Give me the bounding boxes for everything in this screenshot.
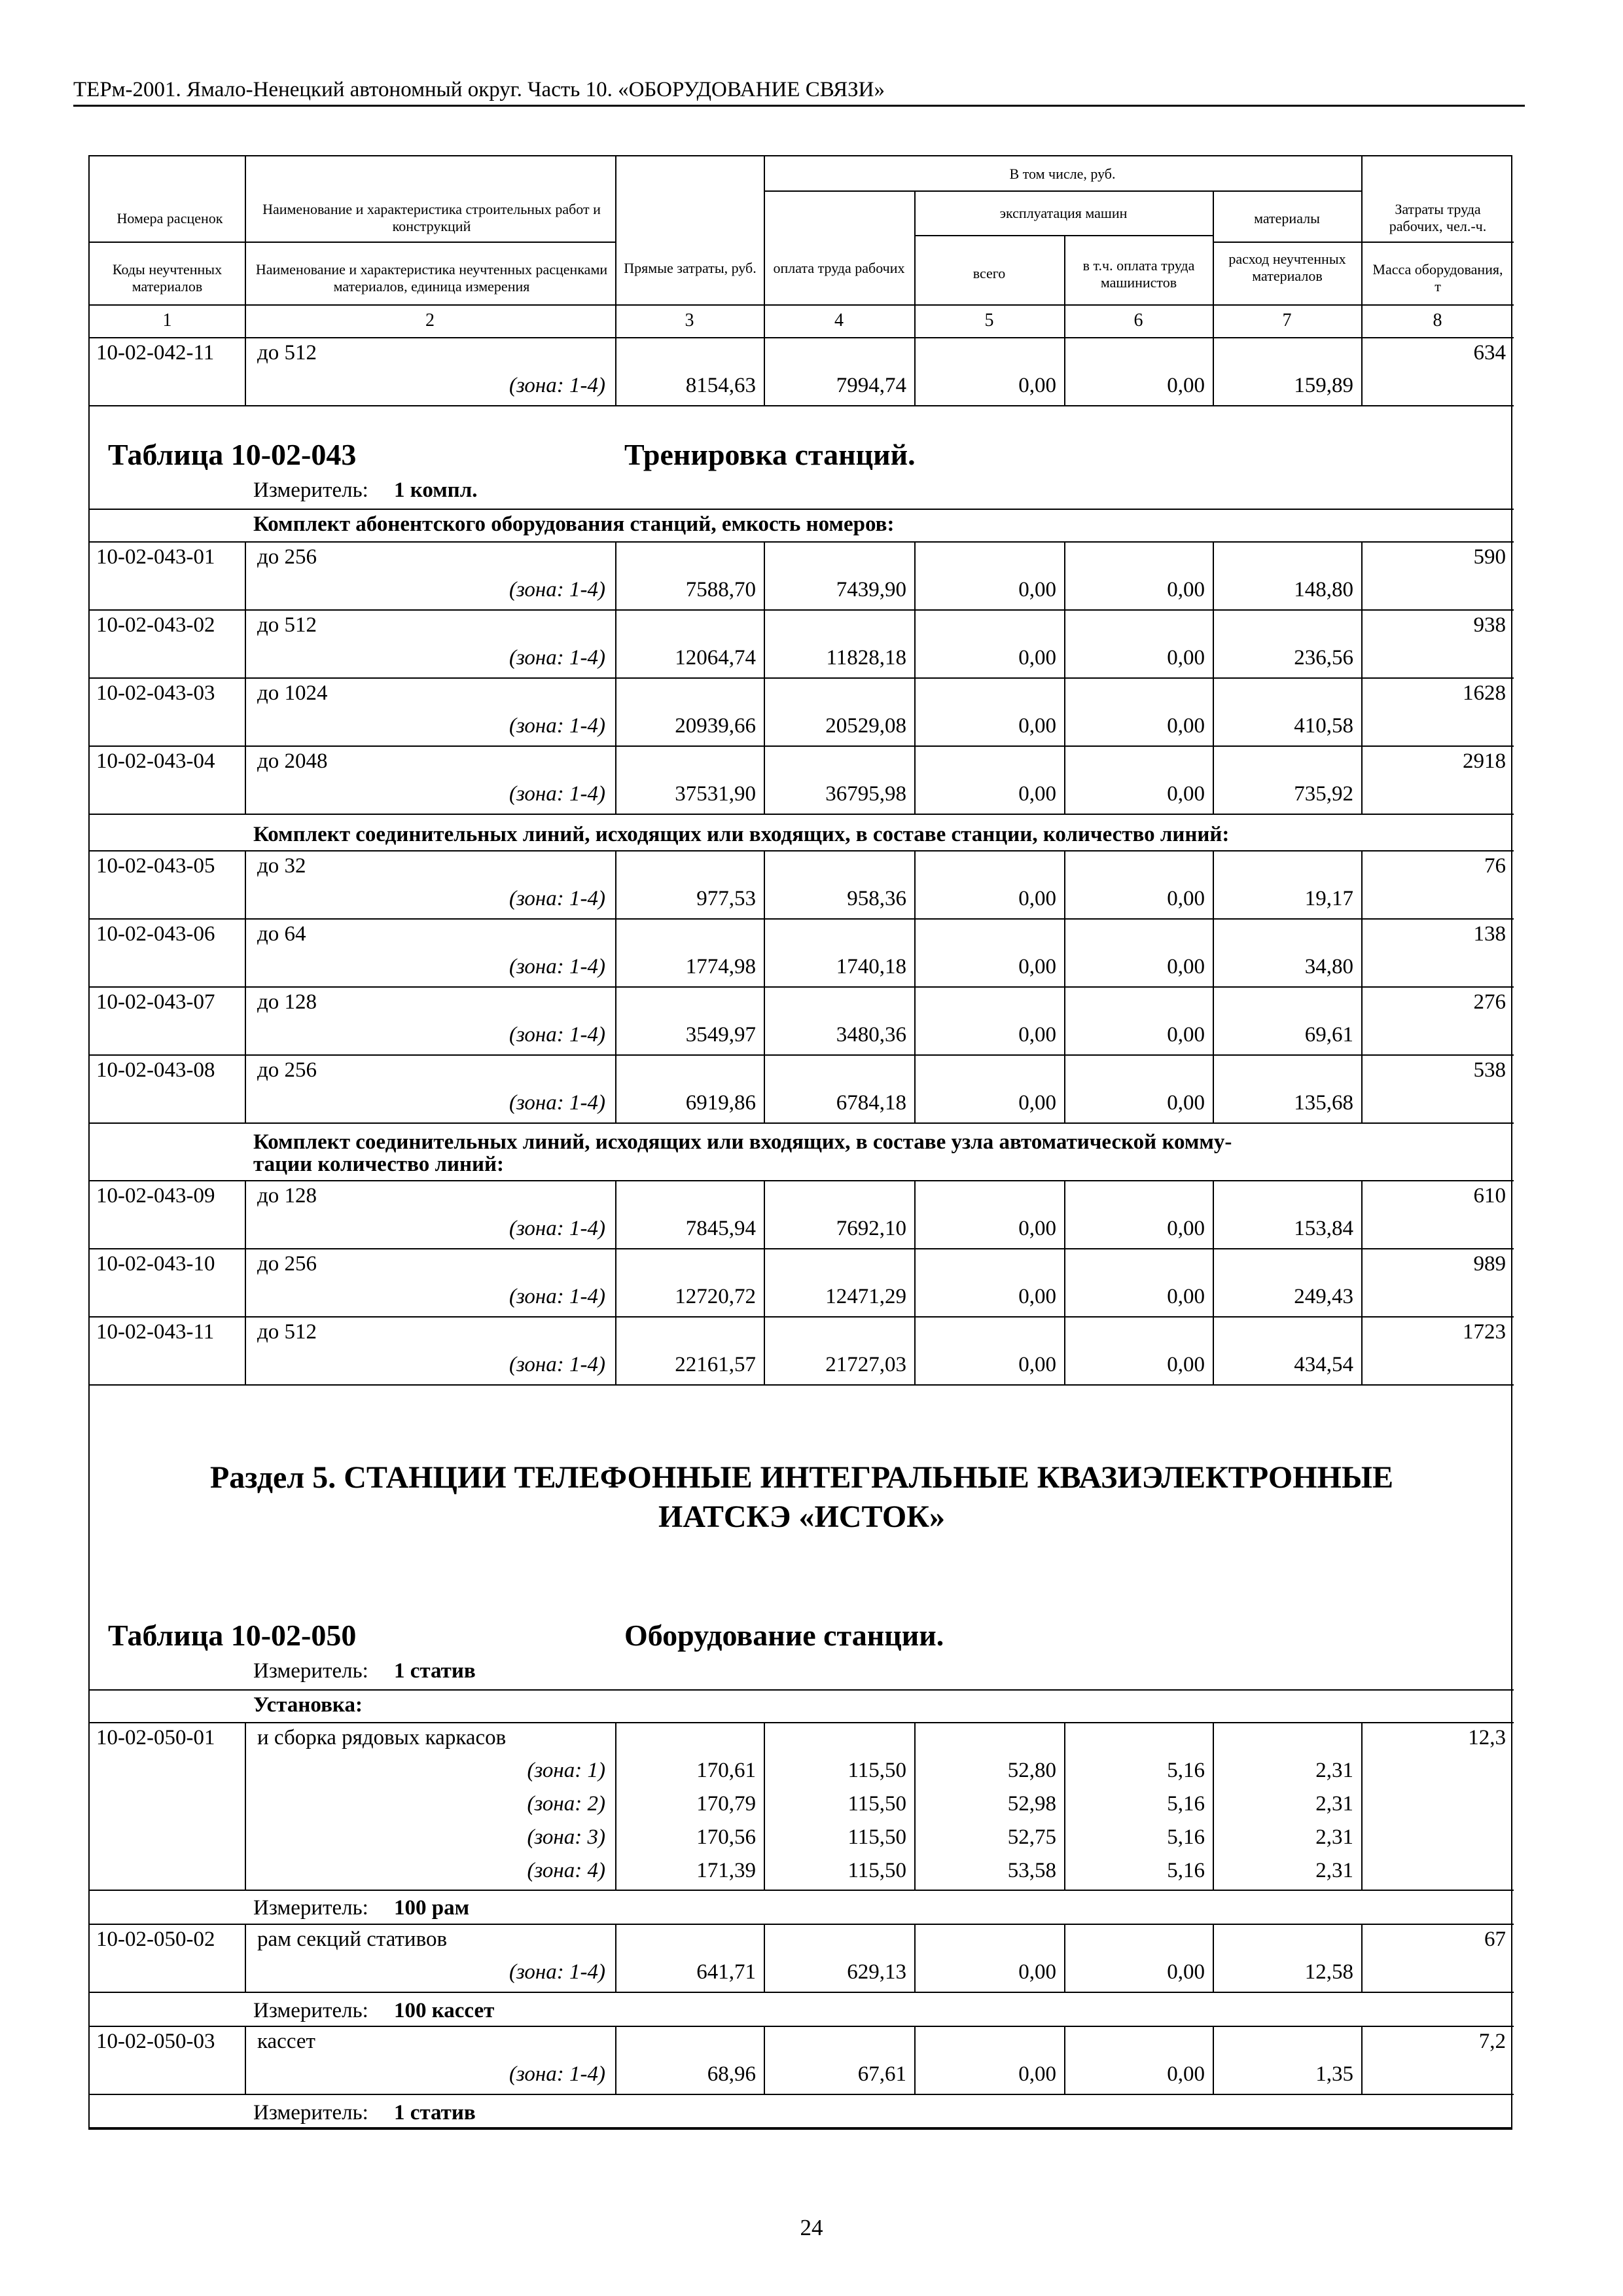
zone-label: (зона: 1) bbox=[527, 1759, 605, 1782]
rule bbox=[90, 242, 615, 243]
machine-cost: 52,75 bbox=[1007, 1825, 1056, 1849]
rule bbox=[1361, 1722, 1363, 1890]
labor-cost: 7994,74 bbox=[836, 374, 906, 397]
machine-labor-cost: 0,00 bbox=[1167, 2062, 1205, 2086]
rule bbox=[914, 235, 1213, 236]
col4-header: оплата труда рабочих bbox=[773, 260, 905, 276]
labor-cost: 629,13 bbox=[847, 1960, 906, 1984]
materials-cost: 153,84 bbox=[1294, 1217, 1353, 1240]
table-043-unit: 1 компл. bbox=[394, 478, 478, 502]
direct-cost: 68,96 bbox=[707, 2062, 756, 2086]
zone-label: (зона: 1-4) bbox=[508, 1960, 605, 1984]
rate-name: до 32 bbox=[257, 854, 306, 878]
rule bbox=[245, 1180, 246, 1248]
table-050-unit: 1 статив bbox=[394, 1659, 476, 1683]
col7-header: расход неучтенных материалов bbox=[1228, 251, 1346, 284]
rule bbox=[245, 986, 246, 1054]
zone-label: (зона: 1-4) bbox=[508, 782, 605, 806]
materials-cost: 410,58 bbox=[1294, 714, 1353, 738]
col5-header: всего bbox=[972, 265, 1006, 281]
labor-hours: 67 bbox=[1484, 1928, 1506, 1951]
col-number: 6 bbox=[1133, 310, 1143, 331]
rate-name: до 512 bbox=[257, 341, 317, 365]
meter-label: Измеритель: bbox=[253, 1896, 368, 1920]
rule bbox=[1361, 609, 1363, 677]
materials-cost: 159,89 bbox=[1294, 374, 1353, 397]
labor-hours: 1628 bbox=[1463, 681, 1506, 705]
table-050-title: Оборудование станции. bbox=[624, 1619, 944, 1652]
table-043-title: Тренировка станций. bbox=[624, 438, 916, 471]
col8-bottom-header: Масса оборудования, т bbox=[1372, 261, 1503, 295]
machine-cost: 0,00 bbox=[1018, 887, 1056, 910]
direct-cost: 22161,57 bbox=[675, 1353, 756, 1376]
rate-code: 10-02-043-04 bbox=[96, 749, 215, 773]
rule bbox=[1361, 1924, 1363, 1992]
rate-name: до 128 bbox=[257, 1184, 317, 1208]
zone-label: (зона: 1-4) bbox=[508, 1285, 605, 1308]
labor-hours: 610 bbox=[1473, 1184, 1506, 1208]
rule bbox=[245, 1722, 246, 1890]
rule bbox=[1361, 745, 1363, 814]
direct-cost: 1774,98 bbox=[685, 955, 756, 978]
direct-cost: 7588,70 bbox=[685, 578, 756, 601]
rule bbox=[1361, 2026, 1363, 2094]
col6-header: в т.ч. оплата труда машинистов bbox=[1082, 257, 1195, 291]
rate-code: 10-02-050-03 bbox=[96, 2030, 215, 2053]
rule bbox=[90, 1248, 1514, 1249]
col2-header: Наименование и характеристика строительных работ и конструкций bbox=[262, 201, 601, 234]
section-subtitle: ИАТСКЭ «ИСТОК» bbox=[658, 1499, 945, 1534]
col-number: 8 bbox=[1433, 310, 1442, 331]
direct-cost: 8154,63 bbox=[685, 374, 756, 397]
labor-cost: 115,50 bbox=[847, 1825, 906, 1849]
rate-name: до 256 bbox=[257, 1252, 317, 1276]
rule bbox=[245, 2026, 246, 2094]
labor-cost: 12471,29 bbox=[825, 1285, 906, 1308]
meter-label: Измеритель: bbox=[253, 2101, 368, 2125]
rule bbox=[90, 850, 1514, 852]
machine-labor-cost: 0,00 bbox=[1167, 374, 1205, 397]
machine-labor-cost: 0,00 bbox=[1167, 1217, 1205, 1240]
machine-cost: 0,00 bbox=[1018, 1285, 1056, 1308]
rule bbox=[90, 1122, 1514, 1124]
rule bbox=[1361, 986, 1363, 1054]
rule bbox=[245, 745, 246, 814]
machine-labor-cost: 0,00 bbox=[1167, 887, 1205, 910]
labor-cost: 3480,36 bbox=[836, 1023, 906, 1047]
labor-hours: 1723 bbox=[1463, 1320, 1506, 1344]
rate-name: кассет bbox=[257, 2030, 315, 2053]
direct-cost: 641,71 bbox=[696, 1960, 756, 1984]
rate-name: до 512 bbox=[257, 1320, 317, 1344]
rate-name: рам секций стативов bbox=[257, 1928, 448, 1951]
direct-cost: 170,79 bbox=[696, 1792, 756, 1816]
rule bbox=[90, 337, 1514, 338]
rule bbox=[1361, 1180, 1363, 1248]
materials-cost: 2,31 bbox=[1315, 1759, 1353, 1782]
rate-code: 10-02-050-02 bbox=[96, 1928, 215, 1951]
rule bbox=[245, 1924, 246, 1992]
col-number: 5 bbox=[984, 310, 994, 331]
labor-hours: 989 bbox=[1473, 1252, 1506, 1276]
rate-name: до 512 bbox=[257, 613, 317, 637]
rule bbox=[90, 745, 1514, 747]
col1-header: Номера расценок bbox=[116, 210, 223, 226]
direct-cost: 3549,97 bbox=[685, 1023, 756, 1047]
rule bbox=[1361, 677, 1363, 745]
rule bbox=[1361, 156, 1363, 366]
direct-cost: 6919,86 bbox=[685, 1091, 756, 1115]
rule bbox=[90, 1384, 1514, 1386]
col-number: 2 bbox=[425, 310, 435, 331]
table-050-unit-label: Измеритель: bbox=[253, 1659, 368, 1683]
labor-cost: 20529,08 bbox=[825, 714, 906, 738]
rule bbox=[245, 156, 246, 366]
labor-cost: 11828,18 bbox=[826, 646, 906, 670]
rule bbox=[90, 1924, 1514, 1925]
rule bbox=[1361, 541, 1363, 609]
meter-value: 100 кассет bbox=[394, 1999, 495, 2022]
rule bbox=[1361, 1316, 1363, 1384]
labor-hours: 538 bbox=[1473, 1058, 1506, 1082]
rule bbox=[1361, 918, 1363, 986]
machine-cost: 0,00 bbox=[1018, 374, 1056, 397]
labor-cost: 958,36 bbox=[847, 887, 906, 910]
group-header: В том числе, руб. bbox=[1009, 166, 1116, 182]
meter-label: Измеритель: bbox=[253, 1999, 368, 2022]
materials-cost: 2,31 bbox=[1315, 1792, 1353, 1816]
rule bbox=[90, 1722, 1514, 1723]
col8-header: Затраты труда рабочих, чел.-ч. bbox=[1389, 201, 1487, 234]
section-title: Раздел 5. СТАНЦИИ ТЕЛЕФОННЫЕ ИНТЕГРАЛЬНЫЕ КВАЗИЭЛЕКТРОННЫЕ bbox=[209, 1460, 1394, 1495]
machine-cost: 0,00 bbox=[1018, 2062, 1056, 2086]
rule bbox=[90, 2026, 1514, 2027]
materials-cost: 34,80 bbox=[1304, 955, 1353, 978]
labor-hours: 276 bbox=[1473, 990, 1506, 1014]
rule bbox=[245, 1248, 246, 1316]
rule bbox=[90, 1992, 1514, 1993]
labor-hours: 138 bbox=[1473, 922, 1506, 946]
materials-cost: 249,43 bbox=[1294, 1285, 1353, 1308]
rule bbox=[90, 1180, 1514, 1181]
materials-cost: 2,31 bbox=[1315, 1859, 1353, 1882]
rule bbox=[1361, 1248, 1363, 1316]
col-number: 7 bbox=[1282, 310, 1292, 331]
price-table bbox=[88, 155, 1512, 2130]
rule bbox=[90, 509, 1514, 510]
zone-label: (зона: 1-4) bbox=[508, 2062, 605, 2086]
group-header-043-1: Комплект абонентского оборудования станций, емкость номеров: bbox=[253, 512, 895, 536]
machine-labor-cost: 5,16 bbox=[1167, 1859, 1205, 1882]
labor-cost: 115,50 bbox=[847, 1792, 906, 1816]
direct-cost: 171,39 bbox=[696, 1859, 756, 1882]
machines-header: эксплуатация машин bbox=[999, 205, 1128, 221]
machine-labor-cost: 0,00 bbox=[1167, 646, 1205, 670]
machine-labor-cost: 0,00 bbox=[1167, 1285, 1205, 1308]
rate-name: до 64 bbox=[257, 922, 306, 946]
materials-cost: 1,35 bbox=[1315, 2062, 1353, 2086]
materials-cost: 69,61 bbox=[1304, 1023, 1353, 1047]
machine-cost: 0,00 bbox=[1018, 714, 1056, 738]
labor-cost: 36795,98 bbox=[825, 782, 906, 806]
machine-labor-cost: 0,00 bbox=[1167, 714, 1205, 738]
rule bbox=[615, 156, 616, 366]
labor-cost: 7439,90 bbox=[836, 578, 906, 601]
col-number: 4 bbox=[834, 310, 844, 331]
machine-labor-cost: 0,00 bbox=[1167, 1353, 1205, 1376]
rate-code: 10-02-043-01 bbox=[96, 545, 215, 569]
rule bbox=[90, 1689, 1514, 1691]
machine-cost: 0,00 bbox=[1018, 1091, 1056, 1115]
rate-code: 10-02-042-11 bbox=[96, 341, 215, 365]
rate-name: до 128 bbox=[257, 990, 317, 1014]
labor-cost: 7692,10 bbox=[836, 1217, 906, 1240]
rate-name: до 1024 bbox=[257, 681, 328, 705]
zone-label: (зона: 1-4) bbox=[508, 955, 605, 978]
materials-cost: 735,92 bbox=[1294, 782, 1353, 806]
group-header-043-3b: тации количество линий: bbox=[253, 1153, 504, 1176]
labor-cost: 115,50 bbox=[847, 1859, 906, 1882]
rule bbox=[1213, 242, 1361, 243]
rate-code: 10-02-043-11 bbox=[96, 1320, 215, 1344]
zone-label: (зона: 1-4) bbox=[508, 578, 605, 601]
rate-code: 10-02-043-06 bbox=[96, 922, 215, 946]
zone-label: (зона: 1-4) bbox=[508, 1091, 605, 1115]
materials-cost: 12,58 bbox=[1304, 1960, 1353, 1984]
machine-cost: 0,00 bbox=[1018, 1023, 1056, 1047]
rule bbox=[90, 1054, 1514, 1056]
col-number: 1 bbox=[162, 310, 172, 331]
table-043-number: Таблица 10-02-043 bbox=[108, 438, 357, 471]
rate-code: 10-02-043-02 bbox=[96, 613, 215, 637]
rule bbox=[1361, 337, 1363, 405]
meter-value: 1 статив bbox=[394, 2101, 476, 2125]
zone-label: (зона: 1-4) bbox=[508, 714, 605, 738]
labor-hours: 12,3 bbox=[1468, 1726, 1506, 1749]
labor-cost: 6784,18 bbox=[836, 1091, 906, 1115]
labor-hours: 938 bbox=[1473, 613, 1506, 637]
machine-cost: 0,00 bbox=[1018, 782, 1056, 806]
machine-labor-cost: 0,00 bbox=[1167, 782, 1205, 806]
col3-header: Прямые затраты, руб. bbox=[624, 260, 757, 276]
materials-cost: 148,80 bbox=[1294, 578, 1353, 601]
machine-cost: 0,00 bbox=[1018, 1960, 1056, 1984]
page-number: 24 bbox=[800, 2215, 823, 2240]
labor-hours: 2918 bbox=[1463, 749, 1506, 773]
col1-bottom-header: Коды неучтенных материалов bbox=[112, 261, 223, 295]
zone-label: (зона: 1-4) bbox=[508, 1353, 605, 1376]
rule bbox=[245, 541, 246, 609]
rule bbox=[90, 541, 1514, 543]
rate-name: до 2048 bbox=[257, 749, 328, 773]
rule bbox=[245, 609, 246, 677]
rule bbox=[245, 337, 246, 405]
rate-code: 10-02-043-10 bbox=[96, 1252, 215, 1276]
materials-cost: 135,68 bbox=[1294, 1091, 1353, 1115]
direct-cost: 170,56 bbox=[696, 1825, 756, 1849]
rule bbox=[90, 405, 1514, 406]
group-header-043-2: Комплект соединительных линий, исходящих или входящих, в составе станции, количество линий: bbox=[253, 823, 1230, 846]
rule bbox=[1361, 1054, 1363, 1122]
machine-cost: 53,58 bbox=[1007, 1859, 1056, 1882]
machine-labor-cost: 0,00 bbox=[1167, 1023, 1205, 1047]
machine-labor-cost: 0,00 bbox=[1167, 578, 1205, 601]
rule bbox=[245, 1316, 246, 1384]
machine-cost: 0,00 bbox=[1018, 955, 1056, 978]
machine-labor-cost: 0,00 bbox=[1167, 1960, 1205, 1984]
zone-label: (зона: 1-4) bbox=[508, 1023, 605, 1047]
rate-name: и сборка рядовых каркасов bbox=[257, 1726, 507, 1749]
rule bbox=[1361, 242, 1514, 243]
direct-cost: 12064,74 bbox=[675, 646, 756, 670]
zone-label: (зона: 4) bbox=[527, 1859, 605, 1882]
rule bbox=[1361, 850, 1363, 918]
rate-code: 10-02-043-03 bbox=[96, 681, 215, 705]
rule bbox=[90, 304, 1514, 306]
labor-hours: 76 bbox=[1484, 854, 1506, 878]
materials-cost: 2,31 bbox=[1315, 1825, 1353, 1849]
table-043-unit-label: Измеритель: bbox=[253, 478, 368, 502]
machine-cost: 0,00 bbox=[1018, 1217, 1056, 1240]
direct-cost: 12720,72 bbox=[675, 1285, 756, 1308]
materials-cost: 19,17 bbox=[1304, 887, 1353, 910]
materials-cost: 236,56 bbox=[1294, 646, 1353, 670]
header-rule bbox=[73, 105, 1525, 107]
table-050-number: Таблица 10-02-050 bbox=[108, 1619, 357, 1652]
meter-value: 100 рам bbox=[394, 1896, 470, 1920]
col2-bottom-header: Наименование и характеристика неучтенных расценками материалов, единица измерения bbox=[255, 261, 608, 295]
rule bbox=[245, 677, 246, 745]
rate-name: до 256 bbox=[257, 545, 317, 569]
machine-cost: 0,00 bbox=[1018, 646, 1056, 670]
direct-cost: 7845,94 bbox=[685, 1217, 756, 1240]
zone-label: (зона: 1-4) bbox=[508, 887, 605, 910]
machine-cost: 0,00 bbox=[1018, 578, 1056, 601]
group-header-050-1: Установка: bbox=[253, 1693, 363, 1717]
rate-name: до 256 bbox=[257, 1058, 317, 1082]
machine-cost: 0,00 bbox=[1018, 1353, 1056, 1376]
rule bbox=[90, 918, 1514, 920]
machine-labor-cost: 0,00 bbox=[1167, 955, 1205, 978]
rule bbox=[90, 1316, 1514, 1318]
materials-cost: 434,54 bbox=[1294, 1353, 1353, 1376]
col-number: 3 bbox=[685, 310, 694, 331]
labor-cost: 21727,03 bbox=[825, 1353, 906, 1376]
machine-labor-cost: 5,16 bbox=[1167, 1792, 1205, 1816]
rule bbox=[90, 814, 1514, 815]
machine-labor-cost: 5,16 bbox=[1167, 1825, 1205, 1849]
labor-cost: 115,50 bbox=[847, 1759, 906, 1782]
rate-code: 10-02-043-09 bbox=[96, 1184, 215, 1208]
direct-cost: 20939,66 bbox=[675, 714, 756, 738]
direct-cost: 37531,90 bbox=[675, 782, 756, 806]
rule bbox=[90, 1890, 1514, 1891]
zone-label: (зона: 3) bbox=[527, 1825, 605, 1849]
rule bbox=[764, 156, 765, 366]
rule bbox=[764, 190, 1361, 192]
labor-cost: 1740,18 bbox=[836, 955, 906, 978]
zone-label: (зона: 1-4) bbox=[508, 1217, 605, 1240]
rule bbox=[90, 677, 1514, 679]
rule bbox=[245, 918, 246, 986]
zone-label: (зона: 2) bbox=[527, 1792, 605, 1816]
direct-cost: 170,61 bbox=[696, 1759, 756, 1782]
rate-code: 10-02-050-01 bbox=[96, 1726, 215, 1749]
machine-cost: 52,80 bbox=[1007, 1759, 1056, 1782]
zone-label: (зона: 1-4) bbox=[508, 374, 605, 397]
machine-labor-cost: 0,00 bbox=[1167, 1091, 1205, 1115]
labor-hours: 634 bbox=[1473, 341, 1506, 365]
rate-code: 10-02-043-05 bbox=[96, 854, 215, 878]
zone-label: (зона: 1-4) bbox=[508, 646, 605, 670]
machine-cost: 52,98 bbox=[1007, 1792, 1056, 1816]
rule bbox=[245, 850, 246, 918]
group-header-043-3: Комплект соединительных линий, исходящих или входящих, в составе узла автоматической комму- bbox=[253, 1130, 1232, 1154]
labor-hours: 7,2 bbox=[1478, 2030, 1506, 2053]
rate-code: 10-02-043-07 bbox=[96, 990, 215, 1014]
rule bbox=[245, 1054, 246, 1122]
rule bbox=[90, 609, 1514, 611]
rule bbox=[90, 2094, 1514, 2095]
direct-cost: 977,53 bbox=[696, 887, 756, 910]
labor-hours: 590 bbox=[1473, 545, 1506, 569]
rule bbox=[90, 986, 1514, 988]
rate-code: 10-02-043-08 bbox=[96, 1058, 215, 1082]
materials-header: материалы bbox=[1254, 210, 1320, 226]
machine-labor-cost: 5,16 bbox=[1167, 1759, 1205, 1782]
running-header: ТЕРм-2001. Ямало-Ненецкий автономный округ. Часть 10. «ОБОРУДОВАНИЕ СВЯЗИ» bbox=[73, 78, 885, 101]
labor-cost: 67,61 bbox=[857, 2062, 906, 2086]
